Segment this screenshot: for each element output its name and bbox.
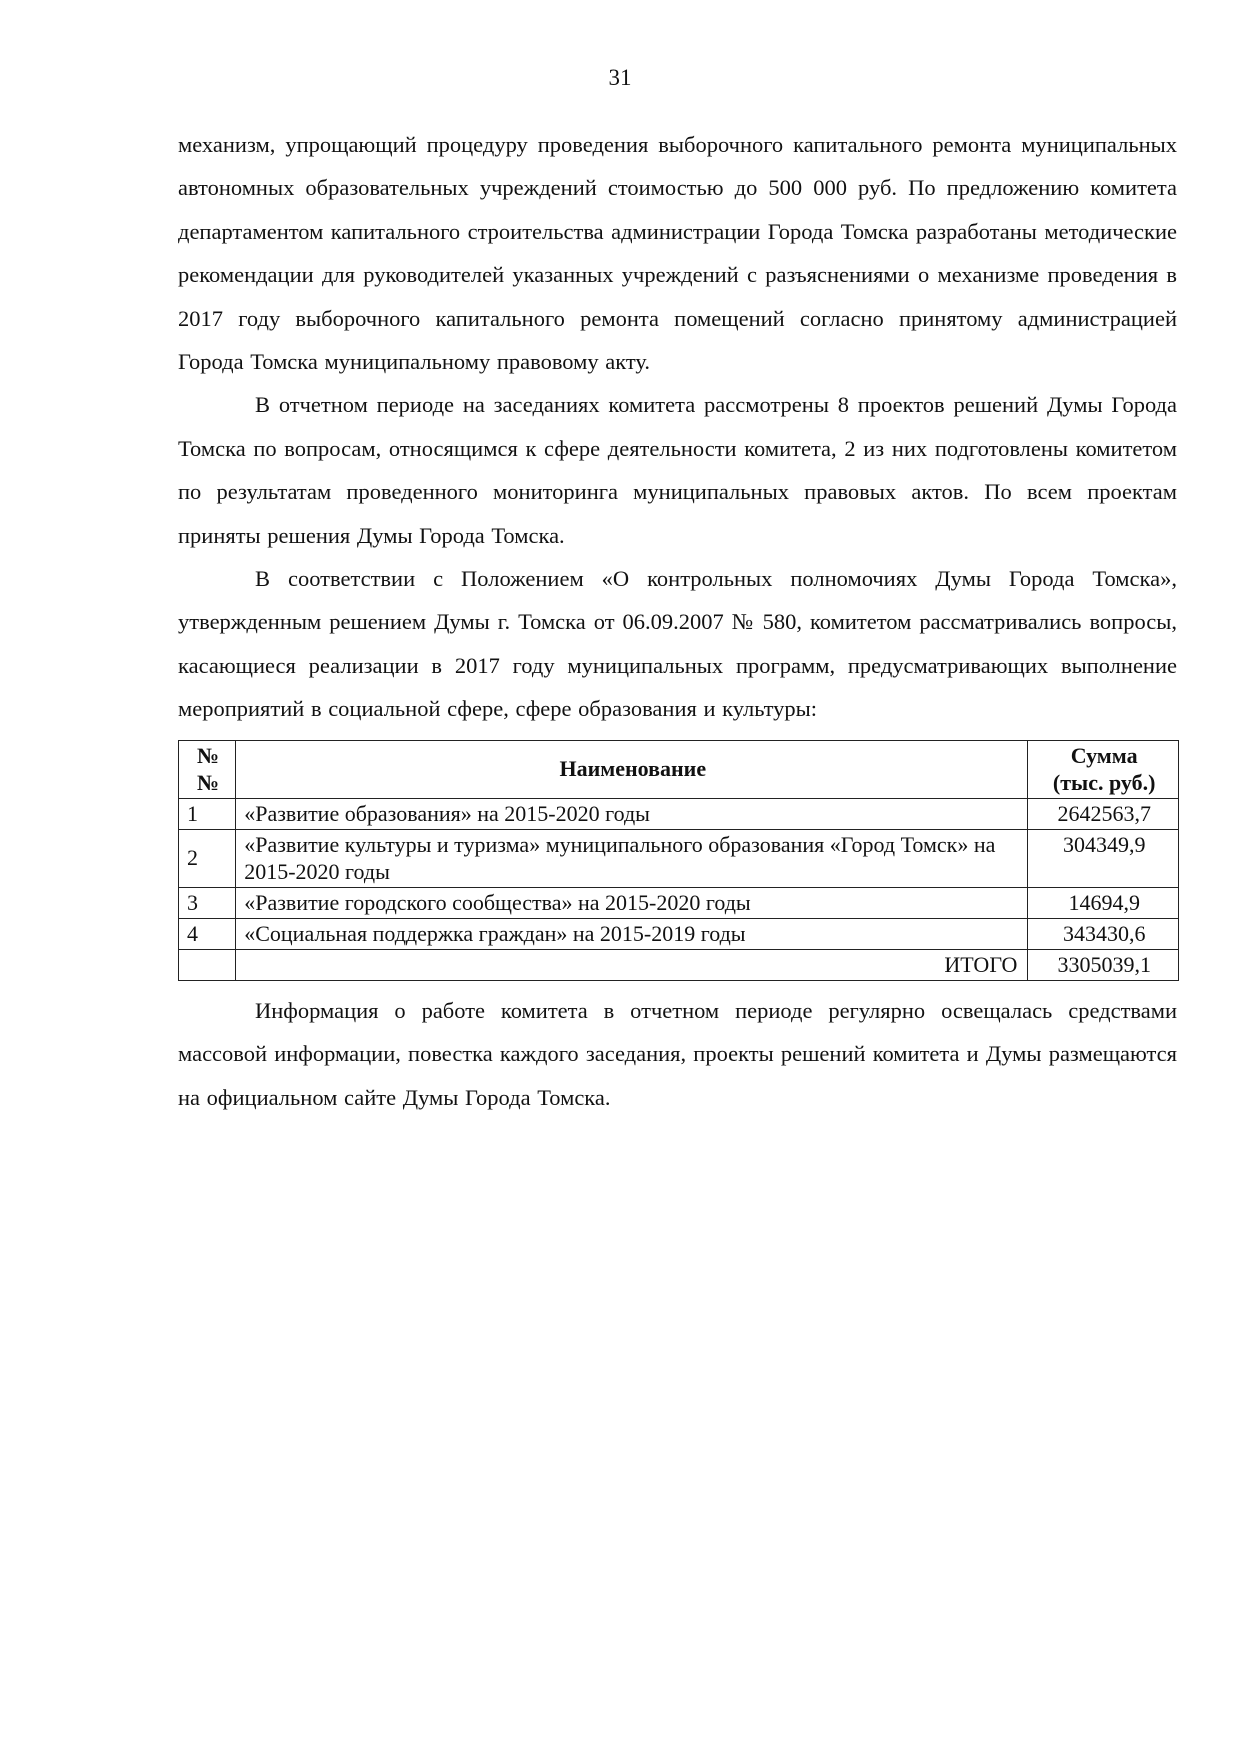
row-name: «Социальная поддержка граждан» на 2015-2019 годы (236, 918, 1028, 949)
row-number: 1 (179, 798, 236, 829)
row-sum: 14694,9 (1028, 887, 1179, 918)
header-name: Наименование (236, 740, 1028, 798)
total-label: ИТОГО (236, 949, 1028, 980)
programs-table (178, 740, 1179, 981)
row-name: «Развитие культуры и туризма» муниципального образования «Город Томск» на 2015-2020 годы (236, 829, 1028, 887)
row-number: 2 (179, 829, 236, 887)
header-sum (1028, 740, 1179, 798)
paragraph-media-info: Информация о работе комитета в отчетном периоде регулярно освещалась средствами массовой информации, повестка каждого заседания, проекты решений комитета и Думы размещаются на официальном сайте Думы Города Томска. (178, 997, 1177, 1110)
paragraph-control-powers: В соответствии с Положением «О контрольных полномочиях Думы Города Томска», утвержденным решением Думы г. Томска от 06.09.2007 № 580, комитетом рассматривались вопросы, касающиеся реализации в 2017 году муниципальных программ, предусматривающих выполнение мероприятий в социальной сфере, сфере образования и культуры: (178, 566, 1177, 722)
row-number: 4 (179, 918, 236, 949)
paragraph-projects: В отчетном периоде на заседаниях комитета рассмотрены 8 проектов решений Думы Города Томска по вопросам, относящимся к сфере деятельности комитета, 2 из них подготовлены комитетом по результатам проведенного мониторинга муниципальных правовых актов. По всем проектам приняты решения Думы Города Томска. (178, 392, 1177, 548)
row-number: 3 (179, 887, 236, 918)
document-body (178, 123, 1177, 1119)
table-total-row (179, 949, 1179, 980)
page-number: 31 (608, 65, 632, 90)
header-number-line2: № (197, 769, 220, 795)
table-row (179, 829, 1179, 887)
table-row (179, 918, 1179, 949)
row-sum: 304349,9 (1028, 829, 1179, 887)
total-empty-cell (179, 949, 236, 980)
paragraph-continuation: механизм, упрощающий процедуру проведения выборочного капитального ремонта муниципальных автономных образовательных учреждений стоимостью до 500 000 руб. По предложению комитета департаментом капитального строительства администрации Города Томска разработаны методические рекомендации для руководителей указанных учреждений с разъяснениями о механизме проведения в 2017 году выборочного капитального ремонта помещений согласно принятому администрацией Города Томска муниципальному правовому акту. (178, 132, 1177, 375)
row-name: «Развитие городского сообщества» на 2015-2020 годы (236, 887, 1028, 918)
row-sum: 343430,6 (1028, 918, 1179, 949)
header-sum-line2: (тыс. руб.) (1052, 769, 1156, 795)
header-sum-line1: Сумма (1070, 742, 1138, 768)
row-sum: 2642563,7 (1028, 798, 1179, 829)
table-header-row (179, 740, 1179, 798)
row-name: «Развитие образования» на 2015-2020 годы (236, 798, 1028, 829)
total-sum: 3305039,1 (1028, 949, 1179, 980)
header-number-line1: № (197, 742, 220, 768)
header-number (179, 740, 236, 798)
table-row (179, 798, 1179, 829)
table-row (179, 887, 1179, 918)
